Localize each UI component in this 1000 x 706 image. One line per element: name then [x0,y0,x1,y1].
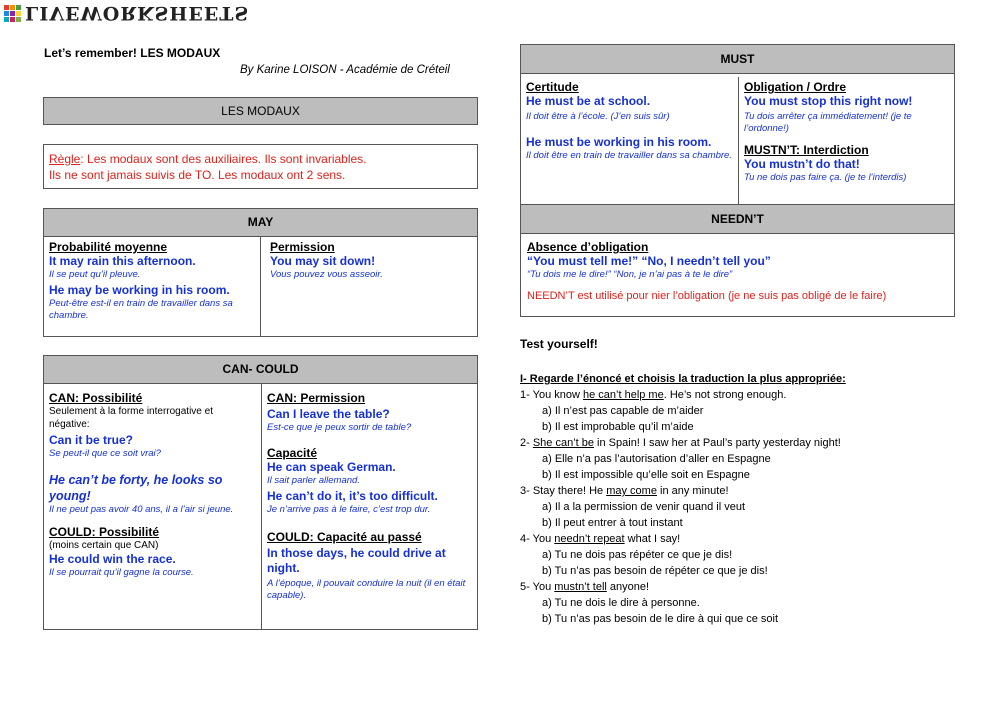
test-instruction [520,371,990,387]
rule-label: Règle [49,152,81,166]
logo-squares-icon [4,5,21,22]
option-a[interactable]: a) Tu ne dois pas répéter ce que je dis! [542,549,733,561]
translation: Tu ne dois pas faire ça. (je te l’interdis) [744,172,907,183]
may-probability-cell [44,237,261,336]
may-permission-cell [265,237,477,284]
rule-line-1: Règle: Les modaux sont des auxiliaires. Ils sont invariables. [49,152,367,166]
test-instruction-text: I- Regarde l’énoncé et choisis la traduction la plus appropriée: [520,373,846,385]
translation: Je n’arrive pas à le faire, c’est trop dur. [267,504,431,515]
question-5: 5- You mustn’t tell anyone! [520,581,650,593]
example: You mustn’t do that! [744,157,860,171]
example: He can speak German. [267,460,396,474]
example: Can I leave the table? [267,407,390,421]
translation: Est-ce que je peux sortir de table? [267,422,412,433]
liveworksheets-logo [4,2,249,24]
must-obligation-label: Obligation / Ordre [744,80,847,94]
option-b[interactable]: b) Tu n’as pas besoin de répéter ce que je dis! [542,565,768,577]
translation: Tu dois arrêter ça immédiatement! (je te l’ordonne!) [744,111,912,134]
example: You must stop this right now! [744,94,913,108]
translation: Il doit être à l’école. (J’en suis sûr) [526,111,670,122]
mustnt-label: MUSTN’T: Interdiction [744,143,869,157]
translation: Il doit être en train de travailler dans sa chambre. [526,150,732,161]
note: Seulement à la forme interrogative et négative: [49,406,213,430]
could-possibility-label: COULD: Possibilité [49,525,160,539]
may-probability-label: Probabilité moyenne [49,240,168,254]
can-could-table [43,383,478,630]
option-b[interactable]: b) Il peut entrer à tout instant [542,517,683,529]
translation: A l’époque, il pouvait conduire la nuit (il en était capable). [267,578,466,601]
example: He can’t do it, it’s too difficult. [267,489,438,503]
example: It may rain this afternoon. [49,254,196,268]
option-a[interactable]: a) Il n’est pas capable de m’aider [542,405,704,417]
translation: Il ne peut pas avoir 40 ans, il a l’air si jeune. [49,504,234,515]
option-a[interactable]: a) Il a la permission de venir quand il veut [542,501,745,513]
question-list [520,387,990,627]
must-certitude-cell [521,77,739,204]
example: He may be working in his room. [49,283,230,297]
test-title: Test yourself! [520,337,598,351]
can-permission-label: CAN: Permission [267,391,366,405]
example: He must be at school. [526,94,651,108]
translation: Il se pourrait qu’il gagne la course. [49,567,194,578]
neednt-heading: NEEDN’T [520,204,955,234]
rule-line-2: Ils ne sont jamais suivis de TO. Les modaux ont 2 sens. [49,168,346,182]
question-2: 2- She can’t be in Spain! I saw her at Paul’s party yesterday night! [520,437,841,449]
example: He can’t be forty, he looks so young! [49,473,223,503]
may-permission-label: Permission [270,240,335,254]
example: In those days, he could drive at night. [267,546,446,575]
translation: Il sait parler allemand. [267,475,360,486]
neednt-note: NEEDN’T est utilisé pour nier l’obligation (je ne suis pas obligé de le faire) [527,290,887,302]
must-obligation-cell [739,77,954,187]
example: Can it be true? [49,433,134,447]
translation: “Tu dois me le dire!” “Non, je n’ai pas à te le dire” [527,269,733,280]
must-table [520,73,955,205]
example: “You must tell me!” “No, I needn’t tell you” [527,254,771,268]
option-a[interactable]: a) Elle n’a pas l’autorisation d’aller en Espagne [542,453,771,465]
may-heading: MAY [43,208,478,237]
question-1: 1- You know he can’t help me. He’s not strong enough. [520,389,787,401]
must-certitude-label: Certitude [526,80,579,94]
could-capacity-label: COULD: Capacité au passé [267,530,422,544]
logo-text: LIVEWORKSHEETS [25,2,250,24]
neednt-label: Absence d’obligation [527,240,649,254]
capacity-label: Capacité [267,446,318,460]
neednt-box [520,233,955,317]
question-3: 3- Stay there! He may come in any minute! [520,485,729,497]
option-b[interactable]: b) Tu n’as pas besoin de le dire à qui que ce soit [542,613,779,625]
can-possibility-cell [44,388,261,629]
test-section [520,371,990,627]
modaux-heading: LES MODAUX [43,97,478,125]
option-a[interactable]: a) Tu ne dois le dire à personne. [542,597,700,609]
option-b[interactable]: b) Il est impossible qu’elle soit en Espagne [542,469,750,481]
page-author: By Karine LOISON - Académie de Créteil [240,64,450,76]
translation: Il se peut qu’il pleuve. [49,269,141,280]
translation: Vous pouvez vous asseoir. [270,269,383,280]
must-heading: MUST [520,44,955,74]
rule-box [43,144,478,189]
may-table [43,236,478,337]
example: He must be working in his room. [526,135,712,149]
example: You may sit down! [270,254,376,268]
example: He could win the race. [49,552,176,566]
option-b[interactable]: b) Il est improbable qu’il m’aide [542,421,694,433]
can-could-heading: CAN- COULD [43,355,478,384]
translation: Se peut-il que ce soit vrai? [49,448,161,459]
can-possibility-label: CAN: Possibilité [49,391,143,405]
note: (moins certain que CAN) [49,540,159,551]
page-title: Let’s remember! LES MODAUX [44,46,221,60]
can-permission-cell [262,388,477,605]
question-4: 4- You needn’t repeat what I say! [520,533,681,545]
translation: Peut-être est-il en train de travailler dans sa chambre. [49,298,233,321]
